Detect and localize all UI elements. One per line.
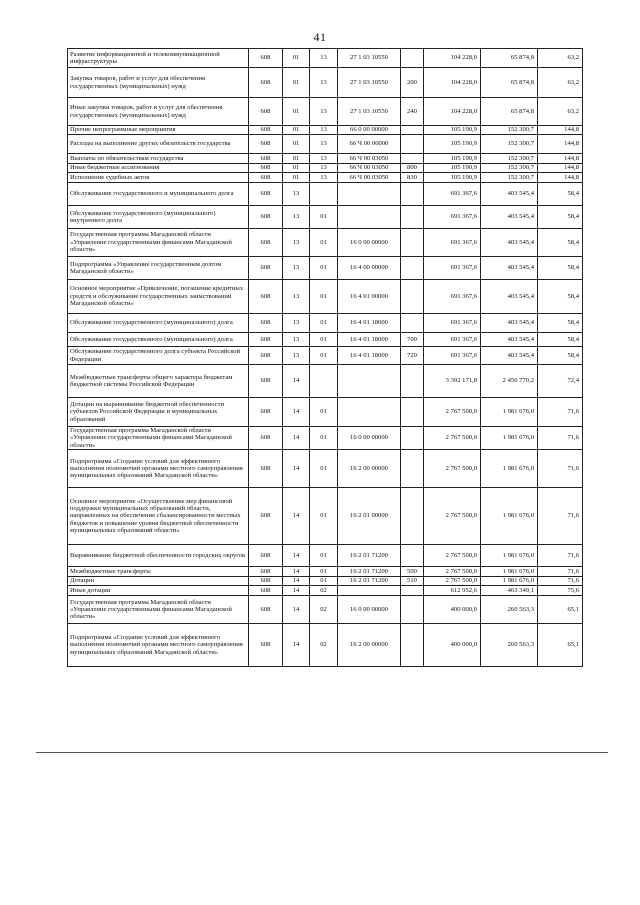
- cell-ved: 608: [249, 427, 283, 450]
- cell-csr: [338, 206, 401, 229]
- cell-name: Развитие информационной и телекоммуникационной инфраструктуры: [68, 49, 249, 68]
- cell-rz: 13: [283, 257, 310, 280]
- table-row: [68, 398, 583, 427]
- cell-approved: 104 228,0: [424, 68, 481, 98]
- cell-approved: 2 767 500,0: [424, 398, 481, 427]
- cell-vr: [401, 257, 424, 280]
- cell-percent: 58,4: [538, 257, 583, 280]
- table-row: [68, 183, 583, 206]
- cell-vr: [401, 126, 424, 135]
- table-row: [68, 347, 583, 365]
- cell-executed: 1 981 676,0: [481, 488, 538, 545]
- cell-rz: 13: [283, 314, 310, 333]
- cell-percent: 144,8: [538, 164, 583, 173]
- cell-percent: 71,6: [538, 567, 583, 577]
- cell-approved: 691 367,6: [424, 183, 481, 206]
- cell-percent: 63,2: [538, 49, 583, 68]
- cell-rz: 01: [283, 154, 310, 164]
- table-row: [68, 173, 583, 183]
- cell-name: Межбюджетные трансферты: [68, 567, 249, 577]
- cell-rz: 01: [283, 49, 310, 68]
- table-row: [68, 206, 583, 229]
- cell-name: Основное мероприятие «Осуществление мер финансовой поддержки муниципальных образований области, направленных на обеспечение сбалансированности местных бюджетов и повышение уровня бюджетной обеспеченности муниципальных образований области»: [68, 488, 249, 545]
- cell-vr: 200: [401, 68, 424, 98]
- cell-pr: 01: [310, 314, 338, 333]
- cell-vr: 510: [401, 577, 424, 586]
- cell-executed: 152 300,7: [481, 173, 538, 183]
- cell-csr: 66 Ч 00 03050: [338, 164, 401, 173]
- cell-csr: 16 4 00 00000: [338, 257, 401, 280]
- cell-pr: 01: [310, 206, 338, 229]
- cell-csr: 16 2 00 00000: [338, 450, 401, 488]
- cell-approved: 3 392 171,8: [424, 365, 481, 398]
- cell-rz: 01: [283, 164, 310, 173]
- cell-csr: 27 1 03 10550: [338, 98, 401, 126]
- cell-vr: [401, 229, 424, 257]
- cell-executed: 403 545,4: [481, 333, 538, 347]
- footer-rule: [36, 752, 608, 753]
- cell-pr: 13: [310, 173, 338, 183]
- cell-pr: 02: [310, 624, 338, 667]
- cell-name: Выравнивание бюджетной обеспеченности городских округов: [68, 545, 249, 567]
- cell-approved: 105 190,9: [424, 135, 481, 154]
- cell-executed: 403 545,4: [481, 183, 538, 206]
- cell-approved: 691 367,6: [424, 314, 481, 333]
- cell-vr: 720: [401, 347, 424, 365]
- cell-percent: 71,6: [538, 398, 583, 427]
- cell-percent: 65,1: [538, 596, 583, 624]
- cell-rz: 01: [283, 135, 310, 154]
- cell-vr: [401, 280, 424, 314]
- cell-ved: 608: [249, 450, 283, 488]
- cell-csr: 66 Ч 00 03050: [338, 154, 401, 164]
- table-row: [68, 49, 583, 68]
- table-row: [68, 154, 583, 164]
- cell-csr: [338, 183, 401, 206]
- cell-ved: 608: [249, 567, 283, 577]
- cell-executed: 152 300,7: [481, 164, 538, 173]
- cell-rz: 01: [283, 173, 310, 183]
- table-row: [68, 427, 583, 450]
- cell-ved: 608: [249, 586, 283, 596]
- table-row: [68, 333, 583, 347]
- cell-csr: 16 2 01 71200: [338, 567, 401, 577]
- cell-percent: 144,8: [538, 154, 583, 164]
- cell-name: Государственная программа Магаданской области «Управление государственными финансами Магаданской области»: [68, 427, 249, 450]
- cell-pr: 01: [310, 577, 338, 586]
- table-row: [68, 596, 583, 624]
- cell-name: Иные бюджетные ассигнования: [68, 164, 249, 173]
- table-row: [68, 450, 583, 488]
- cell-name: Выплаты по обязательствам государства: [68, 154, 249, 164]
- cell-pr: 01: [310, 229, 338, 257]
- table-row: [68, 135, 583, 154]
- cell-rz: 14: [283, 596, 310, 624]
- table-row: [68, 488, 583, 545]
- cell-vr: [401, 450, 424, 488]
- cell-percent: 71,6: [538, 450, 583, 488]
- cell-name: Межбюджетные трансферты общего характера бюджетам бюджетной системы Российской Федерации: [68, 365, 249, 398]
- cell-executed: 65 874,8: [481, 68, 538, 98]
- cell-csr: 16 2 01 71200: [338, 545, 401, 567]
- cell-csr: 66 0 00 00000: [338, 126, 401, 135]
- cell-name: Прочие непрограммные мероприятия: [68, 126, 249, 135]
- cell-name: Исполнение судебных актов: [68, 173, 249, 183]
- cell-csr: [338, 398, 401, 427]
- cell-percent: 58,4: [538, 206, 583, 229]
- cell-approved: 2 767 500,0: [424, 577, 481, 586]
- cell-ved: 608: [249, 596, 283, 624]
- cell-percent: 71,6: [538, 577, 583, 586]
- cell-percent: 144,8: [538, 126, 583, 135]
- cell-vr: [401, 427, 424, 450]
- table-body: [68, 49, 583, 667]
- cell-vr: [401, 398, 424, 427]
- cell-executed: 403 545,4: [481, 280, 538, 314]
- table-row: [68, 586, 583, 596]
- cell-pr: 01: [310, 333, 338, 347]
- cell-pr: 01: [310, 567, 338, 577]
- cell-csr: 16 4 01 00000: [338, 280, 401, 314]
- cell-percent: 58,4: [538, 333, 583, 347]
- budget-table: [67, 48, 583, 667]
- cell-pr: 01: [310, 347, 338, 365]
- cell-ved: 608: [249, 333, 283, 347]
- cell-executed: 1 981 676,0: [481, 427, 538, 450]
- cell-approved: 104 228,0: [424, 98, 481, 126]
- cell-percent: 63,2: [538, 68, 583, 98]
- cell-ved: 608: [249, 229, 283, 257]
- cell-approved: 612 952,6: [424, 586, 481, 596]
- cell-name: Подпрограмма «Создание условий для эффективного выполнения полномочий органами местного самоуправления муниципальных образований Магаданской области»: [68, 450, 249, 488]
- cell-pr: 13: [310, 135, 338, 154]
- cell-approved: 691 367,6: [424, 257, 481, 280]
- cell-csr: [338, 586, 401, 596]
- cell-approved: 691 367,6: [424, 347, 481, 365]
- cell-csr: 27 1 03 10550: [338, 49, 401, 68]
- cell-pr: [310, 183, 338, 206]
- cell-ved: 608: [249, 398, 283, 427]
- cell-rz: 14: [283, 365, 310, 398]
- cell-vr: [401, 545, 424, 567]
- table-row: [68, 257, 583, 280]
- cell-name: Закупка товаров, работ и услуг для обеспечения государственных (муниципальных) нужд: [68, 68, 249, 98]
- table-row: [68, 164, 583, 173]
- cell-ved: 608: [249, 314, 283, 333]
- cell-approved: 105 190,9: [424, 154, 481, 164]
- cell-executed: 1 981 676,0: [481, 577, 538, 586]
- cell-executed: 1 981 676,0: [481, 567, 538, 577]
- table-row: [68, 365, 583, 398]
- cell-name: Дотации на выравнивание бюджетной обеспеченности субъектов Российской Федерации и муниципальных образований: [68, 398, 249, 427]
- cell-ved: 608: [249, 154, 283, 164]
- cell-rz: 13: [283, 206, 310, 229]
- cell-rz: 14: [283, 545, 310, 567]
- cell-ved: 608: [249, 164, 283, 173]
- cell-executed: 260 563,3: [481, 596, 538, 624]
- cell-csr: 16 2 00 00000: [338, 624, 401, 667]
- cell-percent: 58,4: [538, 347, 583, 365]
- cell-rz: 13: [283, 229, 310, 257]
- cell-pr: 01: [310, 427, 338, 450]
- cell-ved: 608: [249, 280, 283, 314]
- cell-vr: 240: [401, 98, 424, 126]
- cell-percent: 65,1: [538, 624, 583, 667]
- cell-csr: 16 4 01 18000: [338, 333, 401, 347]
- cell-name: Обслуживание государственного и муниципального долга: [68, 183, 249, 206]
- cell-executed: 403 545,4: [481, 229, 538, 257]
- cell-csr: 16 2 01 71200: [338, 577, 401, 586]
- cell-csr: 16 4 01 18000: [338, 314, 401, 333]
- cell-vr: [401, 314, 424, 333]
- cell-pr: 13: [310, 154, 338, 164]
- cell-name: Дотации: [68, 577, 249, 586]
- cell-name: Подпрограмма «Управление государственным долгом Магаданской области»: [68, 257, 249, 280]
- cell-name: Обслуживание государственного долга субъекта Российской Федерации: [68, 347, 249, 365]
- cell-ved: 608: [249, 173, 283, 183]
- cell-rz: 14: [283, 427, 310, 450]
- cell-vr: 500: [401, 567, 424, 577]
- cell-ved: 608: [249, 577, 283, 586]
- cell-name: Подпрограмма «Создание условий для эффективного выполнения полномочий органами местного самоуправления муниципальных образований Магаданской области»: [68, 624, 249, 667]
- cell-pr: 01: [310, 398, 338, 427]
- cell-name: Иные дотации: [68, 586, 249, 596]
- cell-pr: 01: [310, 488, 338, 545]
- cell-rz: 14: [283, 488, 310, 545]
- cell-executed: 1 981 676,0: [481, 545, 538, 567]
- cell-percent: 71,6: [538, 545, 583, 567]
- cell-name: Иные закупки товаров, работ и услуг для обеспечения государственных (муниципальных) нужд: [68, 98, 249, 126]
- cell-rz: 01: [283, 98, 310, 126]
- cell-executed: 403 545,4: [481, 347, 538, 365]
- table-row: [68, 545, 583, 567]
- cell-executed: 260 563,3: [481, 624, 538, 667]
- cell-approved: 691 367,6: [424, 206, 481, 229]
- cell-ved: 608: [249, 488, 283, 545]
- cell-rz: 14: [283, 398, 310, 427]
- cell-approved: 2 767 500,0: [424, 545, 481, 567]
- cell-rz: 01: [283, 68, 310, 98]
- cell-csr: 16 0 00 00000: [338, 427, 401, 450]
- cell-approved: 2 767 500,0: [424, 567, 481, 577]
- cell-csr: 16 0 00 00000: [338, 596, 401, 624]
- cell-percent: 72,4: [538, 365, 583, 398]
- cell-vr: [401, 135, 424, 154]
- cell-ved: 608: [249, 135, 283, 154]
- cell-percent: 71,6: [538, 488, 583, 545]
- table-row: [68, 229, 583, 257]
- cell-csr: 16 0 00 00000: [338, 229, 401, 257]
- cell-rz: 13: [283, 280, 310, 314]
- cell-name: Основное мероприятие «Привлечение, погашение кредитных средств и обслуживание государственных заимствований Магаданской области»: [68, 280, 249, 314]
- cell-executed: 152 300,7: [481, 154, 538, 164]
- cell-pr: 02: [310, 596, 338, 624]
- cell-approved: 691 367,6: [424, 229, 481, 257]
- cell-vr: 830: [401, 173, 424, 183]
- cell-pr: 01: [310, 450, 338, 488]
- cell-vr: 800: [401, 164, 424, 173]
- cell-rz: 13: [283, 183, 310, 206]
- table-row: [68, 280, 583, 314]
- table-row: [68, 314, 583, 333]
- cell-rz: 14: [283, 577, 310, 586]
- cell-csr: 16 4 01 18000: [338, 347, 401, 365]
- cell-csr: 27 1 03 10550: [338, 68, 401, 98]
- cell-name: Обслуживание государственного (муниципального) долга: [68, 333, 249, 347]
- cell-pr: 01: [310, 280, 338, 314]
- cell-pr: [310, 365, 338, 398]
- cell-percent: 58,4: [538, 229, 583, 257]
- cell-percent: 58,4: [538, 280, 583, 314]
- cell-rz: 14: [283, 586, 310, 596]
- cell-pr: 13: [310, 68, 338, 98]
- cell-percent: 144,8: [538, 135, 583, 154]
- cell-approved: 2 767 500,0: [424, 488, 481, 545]
- cell-vr: 700: [401, 333, 424, 347]
- cell-rz: 14: [283, 450, 310, 488]
- cell-ved: 608: [249, 49, 283, 68]
- cell-ved: 608: [249, 257, 283, 280]
- cell-ved: 608: [249, 624, 283, 667]
- cell-approved: 691 367,6: [424, 280, 481, 314]
- cell-pr: 01: [310, 257, 338, 280]
- cell-percent: 58,4: [538, 314, 583, 333]
- cell-approved: 691 367,6: [424, 333, 481, 347]
- cell-ved: 608: [249, 183, 283, 206]
- cell-name: Расходы на выполнение других обязательств государства: [68, 135, 249, 154]
- table-row: [68, 567, 583, 577]
- cell-approved: 400 000,0: [424, 624, 481, 667]
- table-row: [68, 577, 583, 586]
- cell-name: Обслуживание государственного (муниципального) внутреннего долга: [68, 206, 249, 229]
- table-row: [68, 126, 583, 135]
- cell-percent: 75,6: [538, 586, 583, 596]
- cell-executed: 403 545,4: [481, 257, 538, 280]
- cell-percent: 63,2: [538, 98, 583, 126]
- cell-rz: 14: [283, 567, 310, 577]
- cell-executed: 152 300,7: [481, 126, 538, 135]
- cell-ved: 608: [249, 68, 283, 98]
- cell-vr: [401, 488, 424, 545]
- cell-executed: 2 456 770,2: [481, 365, 538, 398]
- cell-csr: 66 Ч 00 00000: [338, 135, 401, 154]
- cell-approved: 400 000,0: [424, 596, 481, 624]
- cell-name: Государственная программа Магаданской области «Управление государственными финансами Магаданской области»: [68, 229, 249, 257]
- cell-approved: 105 190,9: [424, 164, 481, 173]
- cell-executed: 463 349,1: [481, 586, 538, 596]
- cell-rz: 14: [283, 624, 310, 667]
- page-number: 41: [313, 30, 327, 44]
- cell-vr: [401, 206, 424, 229]
- cell-approved: 105 190,9: [424, 173, 481, 183]
- cell-vr: [401, 596, 424, 624]
- cell-pr: 13: [310, 49, 338, 68]
- cell-name: Обслуживание государственного (муниципального) долга: [68, 314, 249, 333]
- table-row: [68, 68, 583, 98]
- cell-vr: [401, 624, 424, 667]
- cell-rz: 13: [283, 347, 310, 365]
- cell-percent: 58,4: [538, 183, 583, 206]
- cell-ved: 608: [249, 545, 283, 567]
- cell-csr: 66 Ч 00 03050: [338, 173, 401, 183]
- cell-csr: [338, 365, 401, 398]
- cell-ved: 608: [249, 206, 283, 229]
- cell-vr: [401, 183, 424, 206]
- cell-percent: 144,8: [538, 173, 583, 183]
- cell-executed: 403 545,4: [481, 206, 538, 229]
- cell-ved: 608: [249, 126, 283, 135]
- cell-executed: 403 545,4: [481, 314, 538, 333]
- cell-ved: 608: [249, 347, 283, 365]
- table-row: [68, 98, 583, 126]
- cell-executed: 65 874,8: [481, 98, 538, 126]
- cell-pr: 02: [310, 586, 338, 596]
- cell-executed: 65 874,8: [481, 49, 538, 68]
- cell-rz: 01: [283, 126, 310, 135]
- cell-csr: 16 2 01 00000: [338, 488, 401, 545]
- cell-executed: 1 981 676,0: [481, 398, 538, 427]
- cell-approved: 2 767 500,0: [424, 427, 481, 450]
- cell-approved: 104 228,0: [424, 49, 481, 68]
- cell-rz: 13: [283, 333, 310, 347]
- cell-vr: [401, 154, 424, 164]
- cell-pr: 13: [310, 126, 338, 135]
- cell-ved: 608: [249, 98, 283, 126]
- cell-name: Государственная программа Магаданской области «Управление государственными финансами Магаданской области»: [68, 596, 249, 624]
- cell-executed: 152 300,7: [481, 135, 538, 154]
- cell-ved: 608: [249, 365, 283, 398]
- cell-pr: 01: [310, 545, 338, 567]
- cell-approved: 105 190,9: [424, 126, 481, 135]
- table-row: [68, 624, 583, 667]
- cell-executed: 1 981 676,0: [481, 450, 538, 488]
- cell-percent: 71,6: [538, 427, 583, 450]
- cell-vr: [401, 365, 424, 398]
- cell-vr: [401, 49, 424, 68]
- cell-pr: 13: [310, 164, 338, 173]
- cell-approved: 2 767 500,0: [424, 450, 481, 488]
- cell-pr: 13: [310, 98, 338, 126]
- cell-vr: [401, 586, 424, 596]
